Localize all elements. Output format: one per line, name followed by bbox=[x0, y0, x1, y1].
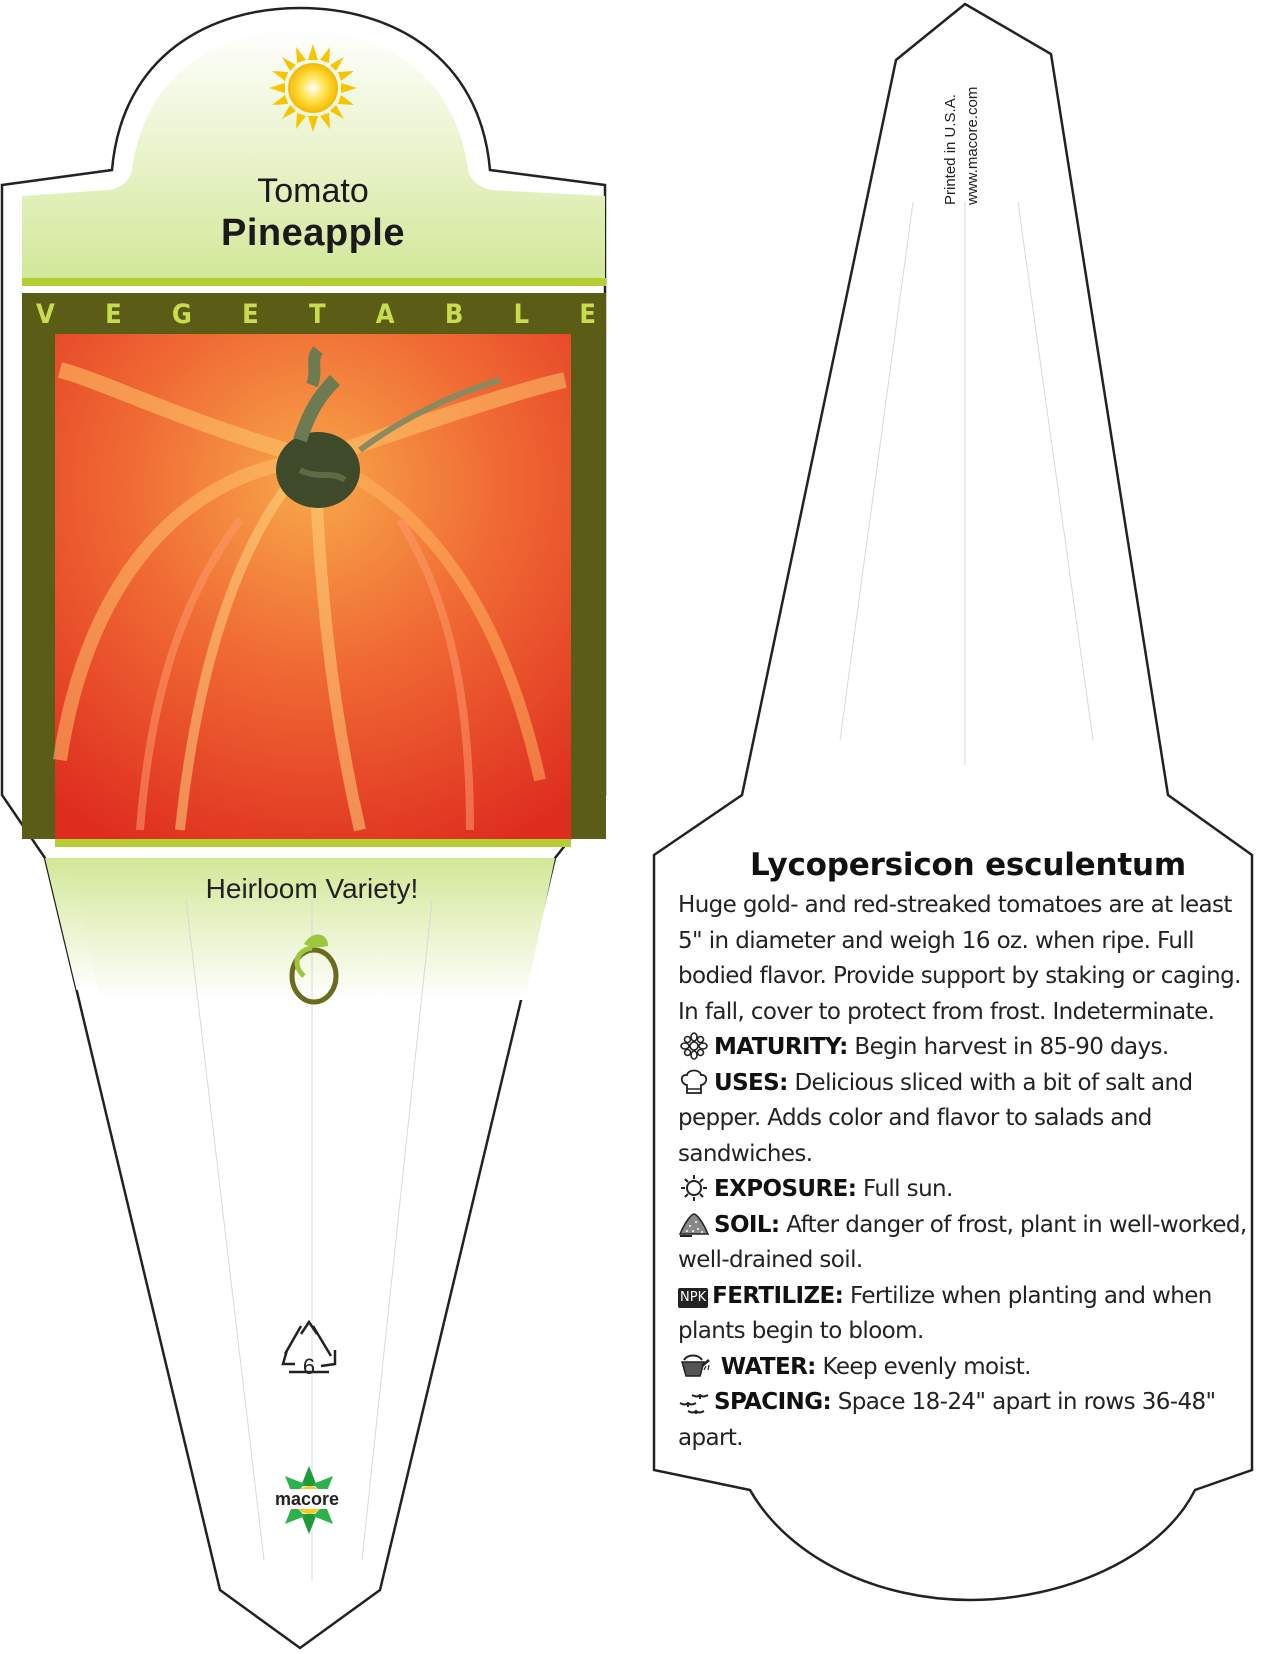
category-letter: B bbox=[444, 299, 464, 330]
care-text: Fertilize when planting and when plants begin to bloom. bbox=[678, 1282, 1212, 1344]
care-label: SOIL: bbox=[714, 1211, 780, 1238]
print-note-line1: Printed in U.S.A. bbox=[942, 94, 959, 205]
print-note-line2: www.macore.com bbox=[964, 86, 981, 205]
tagline: Heirloom Variety! bbox=[205, 873, 419, 904]
watering-can-icon bbox=[678, 1352, 710, 1380]
care-label: SPACING: bbox=[714, 1389, 832, 1415]
care-item-uses bbox=[678, 1066, 1258, 1173]
care-item-soil bbox=[678, 1208, 1258, 1279]
sun-outline-icon bbox=[678, 1174, 710, 1202]
soil-icon bbox=[678, 1210, 710, 1238]
chef-hat-icon bbox=[678, 1068, 710, 1096]
care-text: Keep evenly moist. bbox=[822, 1353, 1031, 1380]
care-text: Full sun. bbox=[863, 1176, 953, 1202]
brand-name: macore bbox=[274, 1489, 340, 1509]
care-text: Begin harvest in 85-90 days. bbox=[854, 1034, 1169, 1060]
care-item-spacing bbox=[678, 1385, 1258, 1456]
care-label: EXPOSURE: bbox=[714, 1176, 857, 1202]
category-letter: E bbox=[105, 299, 122, 330]
care-label: MATURITY: bbox=[714, 1034, 848, 1060]
care-text: After danger of frost, plant in well-worked, well-drained soil. bbox=[678, 1211, 1247, 1273]
category-letter: G bbox=[171, 299, 192, 330]
spacing-icon bbox=[678, 1387, 710, 1415]
category-letter: A bbox=[375, 299, 395, 330]
variety-name: Pineapple bbox=[221, 212, 405, 254]
care-text: Delicious sliced with a bit of salt and pepper. Adds color and flavor to salads and sandwiches. bbox=[678, 1069, 1193, 1167]
care-label: WATER: bbox=[720, 1353, 816, 1380]
npk-icon: NPK bbox=[678, 1288, 708, 1308]
category-band bbox=[36, 299, 596, 330]
sun-icon bbox=[269, 44, 357, 132]
care-label: FERTILIZE: bbox=[712, 1282, 844, 1309]
flower-icon bbox=[678, 1032, 710, 1060]
category-letter: T bbox=[308, 299, 326, 330]
care-item-exposure bbox=[678, 1172, 1258, 1208]
category-letter: V bbox=[36, 299, 55, 330]
category-letter: E bbox=[579, 299, 596, 330]
care-text: Space 18-24" apart in rows 36-48" apart. bbox=[678, 1389, 1216, 1451]
latin-name: Lycopersicon esculentum bbox=[750, 847, 1186, 883]
recycle-number: 6 bbox=[302, 1354, 316, 1379]
common-name: Tomato bbox=[257, 172, 369, 210]
back-content bbox=[678, 842, 1258, 1456]
description: Huge gold- and red-streaked tomatoes are at least 5" in diameter and weigh 16 oz. when ripe. Full bodied flavor. Provide support by staking or caging. In fall, cover to protect from frost. Indeterminate. bbox=[678, 892, 1241, 1025]
care-label: USES: bbox=[714, 1069, 788, 1096]
category-letter: L bbox=[513, 299, 530, 330]
care-item-maturity bbox=[678, 1030, 1258, 1066]
care-item-fertilize bbox=[678, 1279, 1258, 1350]
category-letter: E bbox=[242, 299, 259, 330]
care-item-water bbox=[678, 1350, 1258, 1386]
